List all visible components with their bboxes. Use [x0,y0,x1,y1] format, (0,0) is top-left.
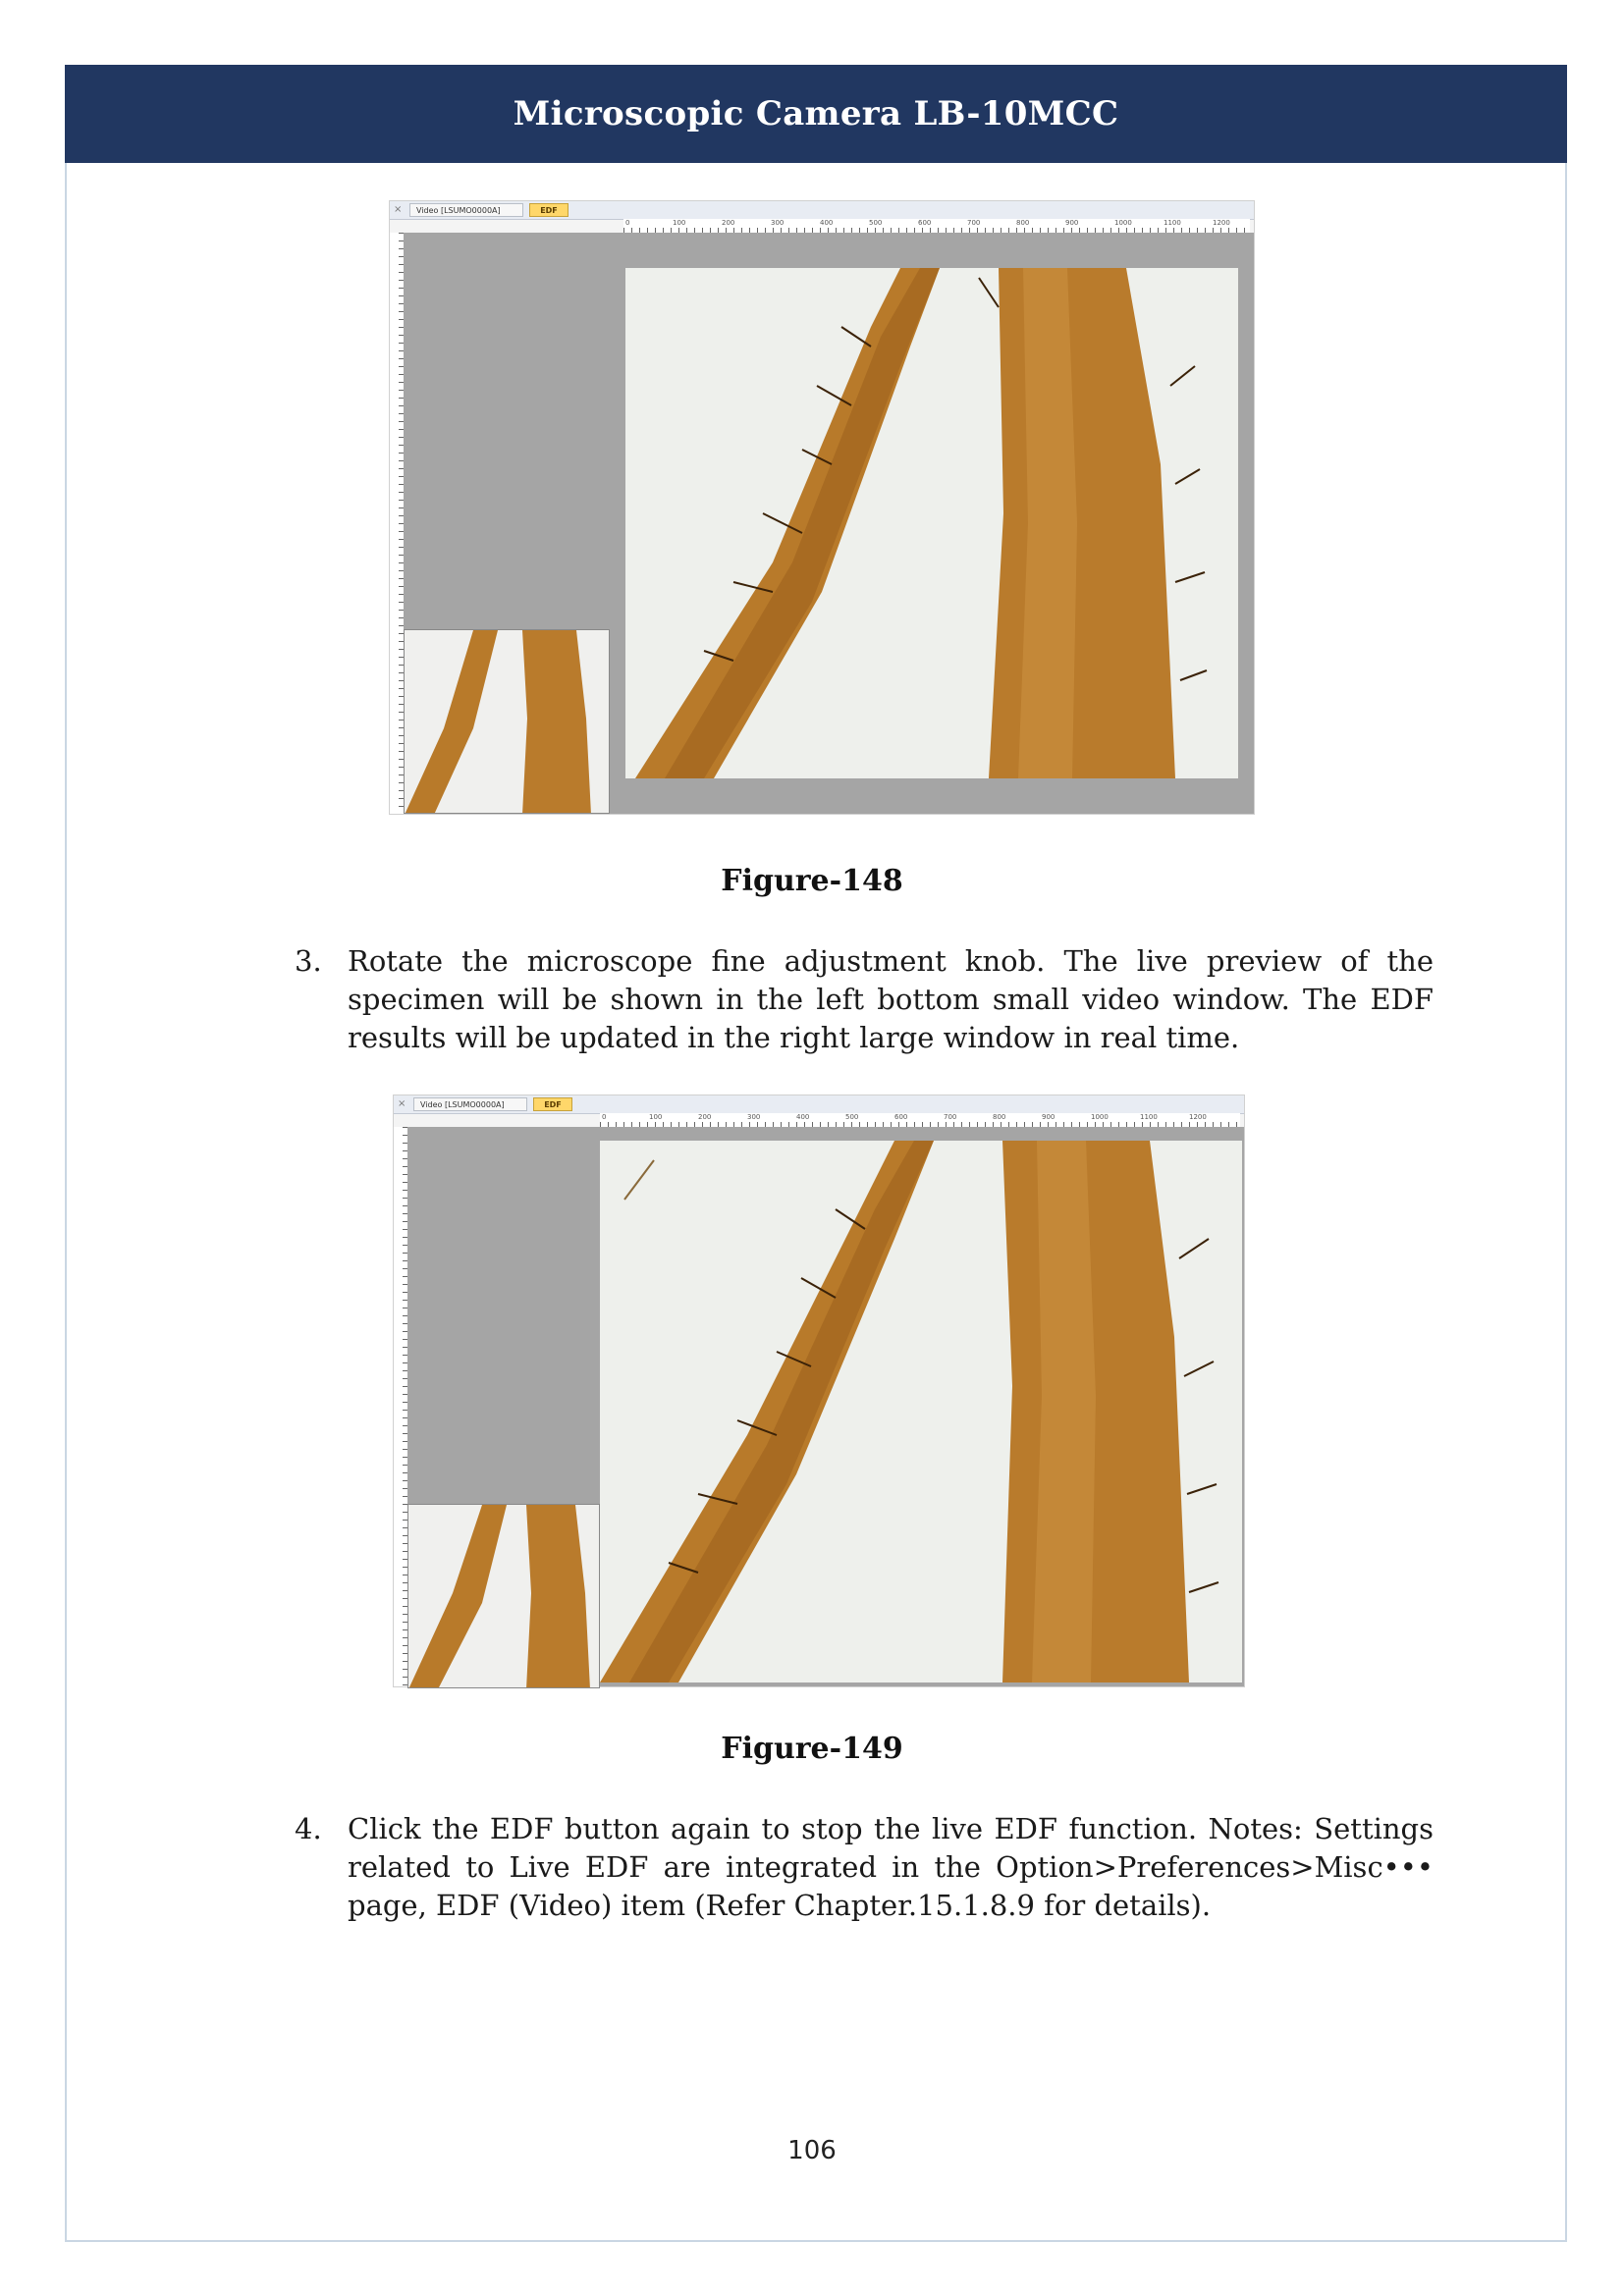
step-number: 3. [295,944,322,978]
header-title: Microscopic Camera LB-10MCC [513,94,1119,133]
specimen-image [625,268,1238,778]
figure-148-screenshot [389,200,1255,815]
horizontal-ruler: 0 100 200 300 400 500 600 700 800 900 1000 1100 1200 [623,219,1250,234]
close-icon[interactable]: × [394,204,403,215]
edf-result-window [625,268,1238,778]
edf-result-window [600,1141,1242,1682]
specimen-image [600,1141,1242,1682]
step-3 [295,942,1434,1057]
live-preview-image [408,1505,600,1688]
tab-bar [390,201,1254,220]
tab-video[interactable]: Video [LSUMO0000A] [409,203,523,217]
horizontal-ruler: 0 100 200 300 400 500 600 700 800 900 1000 1100 1200 [600,1113,1240,1128]
step-number: 4. [295,1812,322,1845]
live-preview-window [404,629,610,814]
figure-149-screenshot [393,1095,1245,1687]
step-text: Rotate the microscope fine adjustment knob. The live preview of the specimen will be shown in the left bottom small video window. The EDF results will be updated in the right large window in real time. [348,944,1434,1054]
page-number: 106 [787,2136,837,2165]
tab-video[interactable]: Video [LSUMO0000A] [413,1097,527,1111]
vertical-ruler [390,233,405,814]
close-icon[interactable]: × [398,1098,406,1109]
tab-bar [394,1095,1244,1114]
step-text: Click the EDF button again to stop the live EDF function. Notes: Settings related to Live EDF are integrated in the Option>Preferences>Misc••• page, EDF (Video) item (Refer Chapter.15.1.8.9 for details). [348,1812,1434,1922]
page-header [65,65,1567,163]
figure-caption: Figure-148 [721,864,903,898]
vertical-ruler [394,1127,408,1686]
tab-edf[interactable]: EDF [529,203,568,217]
live-preview-image [405,630,610,814]
live-preview-window [407,1504,600,1688]
step-4 [295,1810,1434,1925]
tab-edf[interactable]: EDF [533,1097,572,1111]
figure-caption: Figure-149 [721,1732,903,1766]
